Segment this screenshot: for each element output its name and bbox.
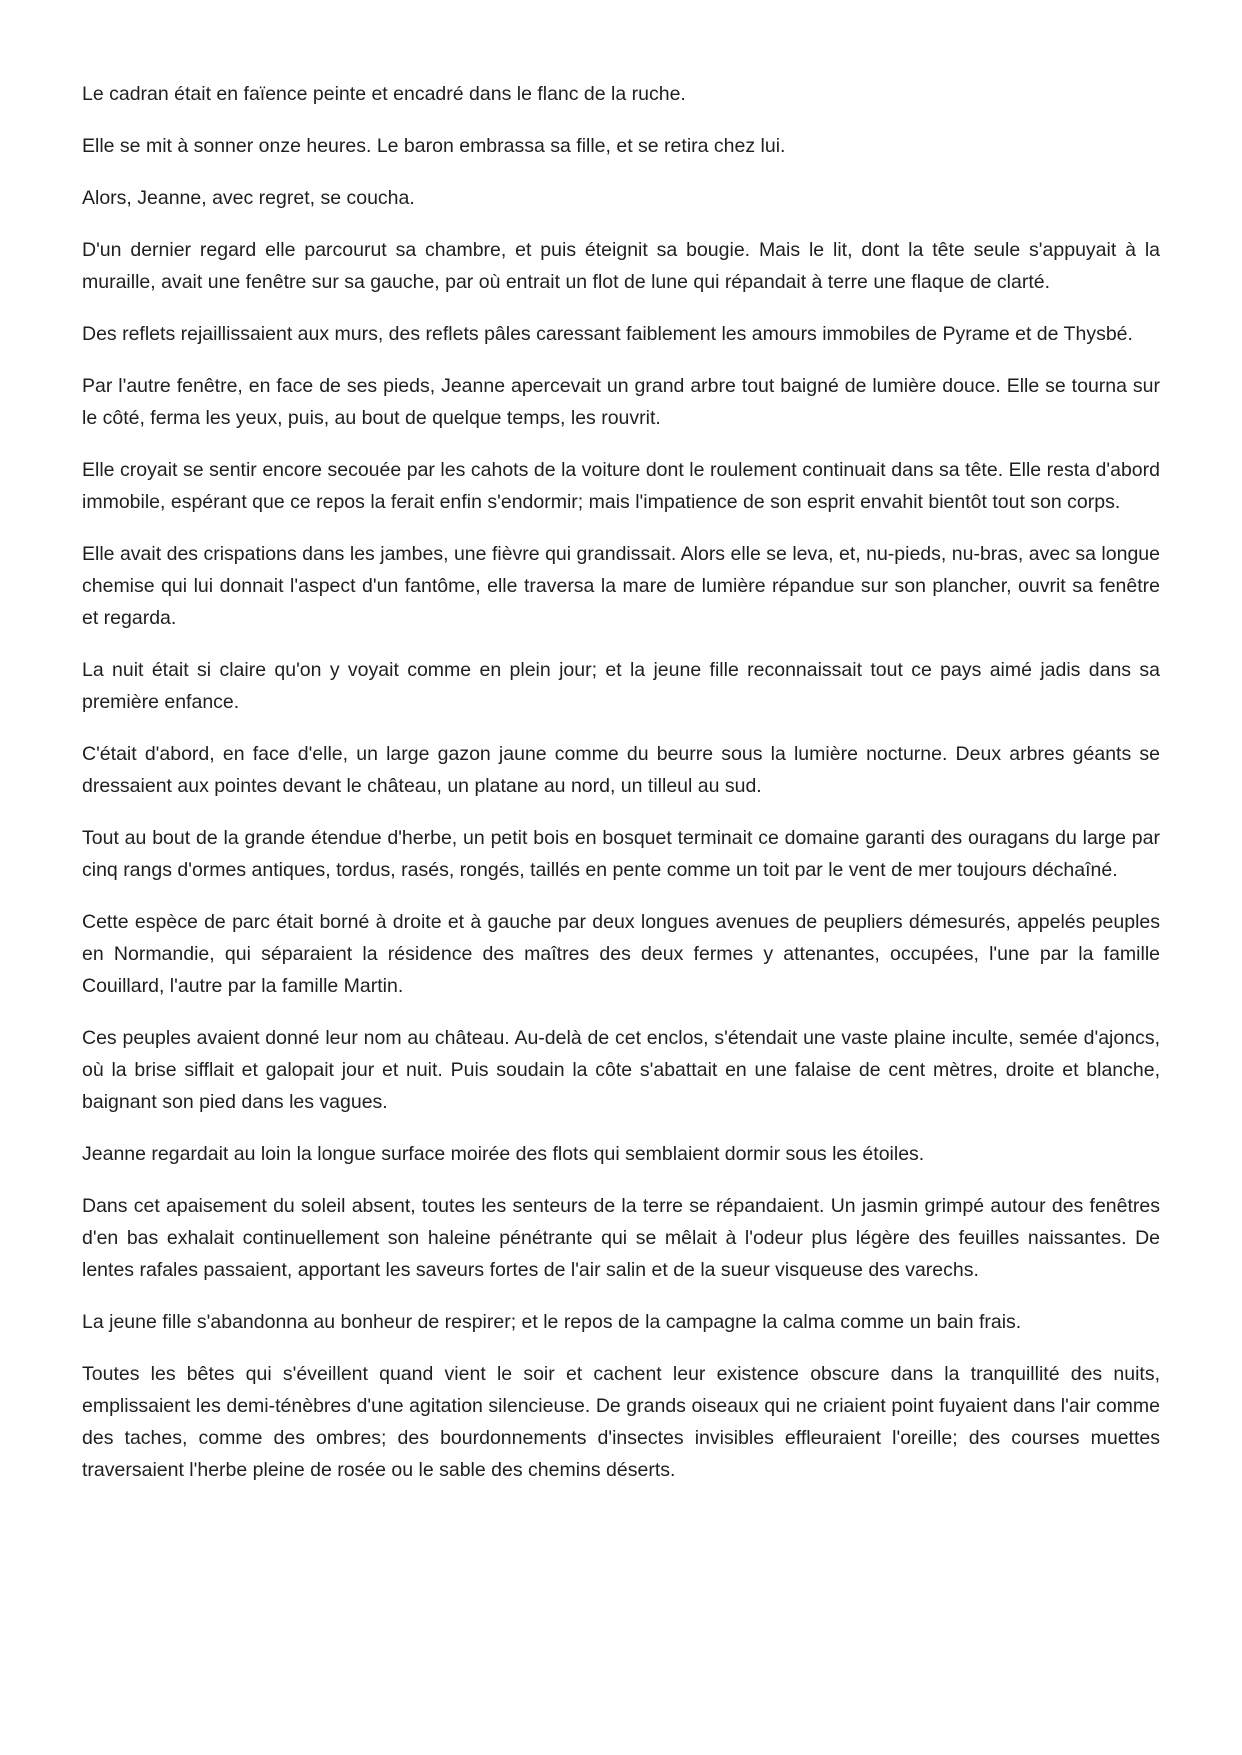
paragraph: C'était d'abord, en face d'elle, un large gazon jaune comme du beurre sous la lumière nocturne. Deux arbres géants se dressaient aux pointes devant le château, un platane au nord, un tilleul au sud. <box>82 743 1160 797</box>
paragraph: Toutes les bêtes qui s'éveillent quand vient le soir et cachent leur existence obscure dans la tranquillité des nuits, emplissaient les demi-ténèbres d'une agitation silencieuse. De grands oiseaux qui ne criaient point fuyaient dans l'air comme des taches, comme des ombres; des bourdonnements d'insectes invisibles effleuraient l'oreille; des courses muettes traversaient l'herbe pleine de rosée ou le sable des chemins déserts. <box>82 1363 1160 1481</box>
paragraph: Dans cet apaisement du soleil absent, toutes les senteurs de la terre se répandaient. Un jasmin grimpé autour des fenêtres d'en bas exhalait continuellement son haleine pénétrante qui se mêlait à l'odeur plus légère des feuilles naissantes. De lentes rafales passaient, apportant les saveurs fortes de l'air salin et de la sueur visqueuse des varechs. <box>82 1195 1160 1281</box>
paragraph: Cette espèce de parc était borné à droite et à gauche par deux longues avenues de peupliers démesurés, appelés peuples en Normandie, qui séparaient la résidence des maîtres des deux fermes y attenantes, occupées, l'une par la famille Couillard, l'autre par la famille Martin. <box>82 911 1160 997</box>
paragraph: Ces peuples avaient donné leur nom au château. Au-delà de cet enclos, s'étendait une vaste plaine inculte, semée d'ajoncs, où la brise sifflait et galopait jour et nuit. Puis soudain la côte s'abattait en une falaise de cent mètres, droite et blanche, baignant son pied dans les vagues. <box>82 1027 1160 1113</box>
document-page <box>82 78 1160 1486</box>
paragraph: La nuit était si claire qu'on y voyait comme en plein jour; et la jeune fille reconnaissait tout ce pays aimé jadis dans sa première enfance. <box>82 659 1160 713</box>
paragraph: Jeanne regardait au loin la longue surface moirée des flots qui semblaient dormir sous les étoiles. <box>82 1143 925 1165</box>
paragraph: D'un dernier regard elle parcourut sa chambre, et puis éteignit sa bougie. Mais le lit, dont la tête seule s'appuyait à la muraille, avait une fenêtre sur sa gauche, par où entrait un flot de lune qui répandait à terre une flaque de clarté. <box>82 239 1160 293</box>
paragraph: Elle se mit à sonner onze heures. Le baron embrassa sa fille, et se retira chez lui. <box>82 135 786 157</box>
paragraph: La jeune fille s'abandonna au bonheur de respirer; et le repos de la campagne la calma comme un bain frais. <box>82 1311 1022 1333</box>
paragraph: Par l'autre fenêtre, en face de ses pieds, Jeanne apercevait un grand arbre tout baigné de lumière douce. Elle se tourna sur le côté, ferma les yeux, puis, au bout de quelque temps, les rouvrit. <box>82 375 1160 429</box>
paragraph: Alors, Jeanne, avec regret, se coucha. <box>82 187 415 209</box>
paragraph: Tout au bout de la grande étendue d'herbe, un petit bois en bosquet terminait ce domaine garanti des ouragans du large par cinq rangs d'ormes antiques, tordus, rasés, rongés, taillés en pente comme un toit par le vent de mer toujours déchaîné. <box>82 827 1160 881</box>
paragraph: Elle avait des crispations dans les jambes, une fièvre qui grandissait. Alors elle se leva, et, nu-pieds, nu-bras, avec sa longue chemise qui lui donnait l'aspect d'un fantôme, elle traversa la mare de lumière répandue sur son plancher, ouvrit sa fenêtre et regarda. <box>82 543 1160 629</box>
paragraph: Elle croyait se sentir encore secouée par les cahots de la voiture dont le roulement continuait dans sa tête. Elle resta d'abord immobile, espérant que ce repos la ferait enfin s'endormir; mais l'impatience de son esprit envahit bientôt tout son corps. <box>82 459 1160 513</box>
paragraph: Des reflets rejaillissaient aux murs, des reflets pâles caressant faiblement les amours immobiles de Pyrame et de Thysbé. <box>82 323 1133 345</box>
paragraph: Le cadran était en faïence peinte et encadré dans le flanc de la ruche. <box>82 83 686 105</box>
